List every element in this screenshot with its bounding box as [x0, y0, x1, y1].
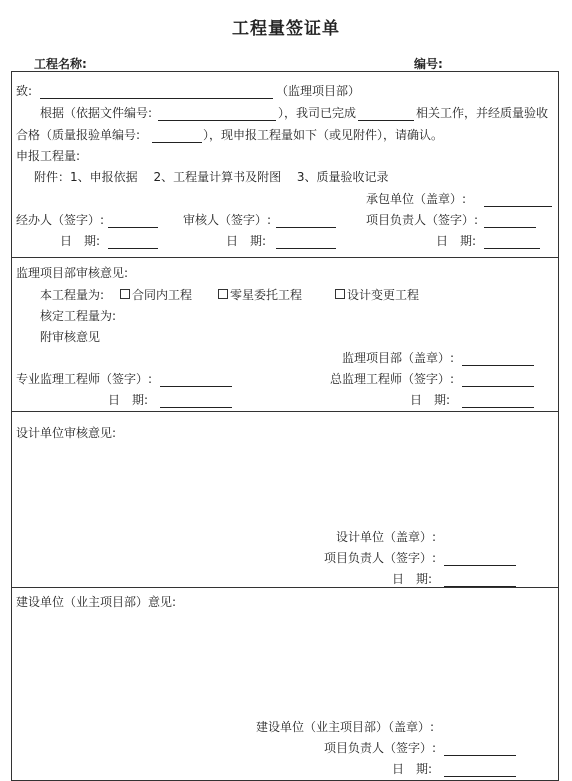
- related-work-text: 相关工作，并经质量验收: [416, 106, 549, 120]
- handler-label: 经办人（签字）:: [16, 213, 105, 227]
- specialist-sign-field[interactable]: [160, 373, 232, 387]
- chief-label: 总监理工程师（签字）:: [330, 372, 455, 386]
- design-lead-sign-field[interactable]: [444, 552, 516, 566]
- date-field-1[interactable]: [108, 235, 158, 249]
- inspection-number-field[interactable]: [152, 129, 202, 143]
- date-label-1: 日 期:: [60, 234, 101, 248]
- work-name-field[interactable]: [358, 107, 414, 121]
- number-label: 编号:: [414, 57, 443, 71]
- date-label-6: 日 期:: [392, 572, 433, 586]
- checkbox-icon[interactable]: [335, 289, 345, 299]
- design-review-heading: 设计单位审核意见:: [16, 426, 117, 440]
- basis-label: 根据（依据文件编号:: [40, 106, 153, 120]
- contractor-seal-label: 承包单位（盖章）:: [366, 192, 467, 206]
- reviewer-sign-field[interactable]: [276, 214, 336, 228]
- section-divider-1: [11, 257, 559, 258]
- to-label: 致:: [16, 84, 33, 98]
- date-field-2[interactable]: [276, 235, 336, 249]
- design-seal-label: 设计单位（盖章）:: [336, 530, 437, 544]
- option-label: 零星委托工程: [230, 288, 303, 302]
- recipient-field[interactable]: [40, 85, 273, 99]
- design-lead-label: 项目负责人（签字）:: [324, 551, 437, 565]
- date-field-3[interactable]: [484, 235, 540, 249]
- page-title: 工程量签证单: [232, 19, 340, 39]
- attached-opinion-label: 附审核意见: [40, 330, 101, 344]
- qty-is-label: 本工程量为:: [40, 288, 105, 302]
- basis-doc-number-field[interactable]: [158, 107, 276, 121]
- date-label-2: 日 期:: [226, 234, 267, 248]
- report-text: ），现申报工程量如下（或见附件），请确认。: [203, 128, 444, 142]
- supervision-dept-text: （监理项目部）: [276, 84, 361, 98]
- supervision-seal-label: 监理项目部（盖章）:: [342, 351, 455, 365]
- project-lead-label: 项目负责人（签字）:: [366, 213, 479, 227]
- option-contract-work[interactable]: [120, 288, 192, 302]
- date-label-5: 日 期:: [410, 393, 451, 407]
- verified-qty-label: 核定工程量为:: [40, 309, 117, 323]
- owner-lead-label: 项目负责人（签字）:: [324, 741, 437, 755]
- owner-lead-sign-field[interactable]: [444, 742, 516, 756]
- qualified-label: 合格（质量报验单编号:: [16, 128, 141, 142]
- section-divider-2: [11, 411, 559, 412]
- section-divider-3: [11, 587, 559, 588]
- reviewer-label: 审核人（签字）:: [183, 213, 272, 227]
- project-name-label: 工程名称:: [34, 57, 87, 71]
- date-label-7: 日 期:: [392, 762, 433, 776]
- supervision-review-heading: 监理项目部审核意见:: [16, 266, 129, 280]
- declared-qty-label: 申报工程量:: [16, 149, 81, 163]
- handler-sign-field[interactable]: [108, 214, 158, 228]
- owner-opinion-heading: 建设单位（业主项目部）意见:: [16, 595, 177, 609]
- option-design-change[interactable]: [335, 288, 419, 302]
- date-field-5[interactable]: [462, 394, 534, 408]
- date-label-3: 日 期:: [436, 234, 477, 248]
- checkbox-icon[interactable]: [120, 289, 130, 299]
- completed-text: ），我司已完成: [278, 106, 357, 120]
- date-field-7[interactable]: [444, 763, 516, 777]
- owner-seal-label: 建设单位（业主项目部）（盖章）:: [256, 720, 435, 734]
- option-sporadic-work[interactable]: [218, 288, 302, 302]
- contractor-seal-field[interactable]: [484, 193, 552, 207]
- date-label-4: 日 期:: [108, 393, 149, 407]
- project-lead-sign-field[interactable]: [484, 214, 536, 228]
- option-label: 设计变更工程: [347, 288, 420, 302]
- specialist-label: 专业监理工程师（签字）:: [16, 372, 153, 386]
- chief-sign-field[interactable]: [462, 373, 534, 387]
- attachments-text: 附件：1、申报依据 2、工程量计算书及附图 3、质量验收记录: [34, 170, 389, 184]
- supervision-seal-field[interactable]: [462, 352, 534, 366]
- checkbox-icon[interactable]: [218, 289, 228, 299]
- option-label: 合同内工程: [132, 288, 193, 302]
- date-field-4[interactable]: [160, 394, 232, 408]
- date-field-6[interactable]: [444, 573, 516, 587]
